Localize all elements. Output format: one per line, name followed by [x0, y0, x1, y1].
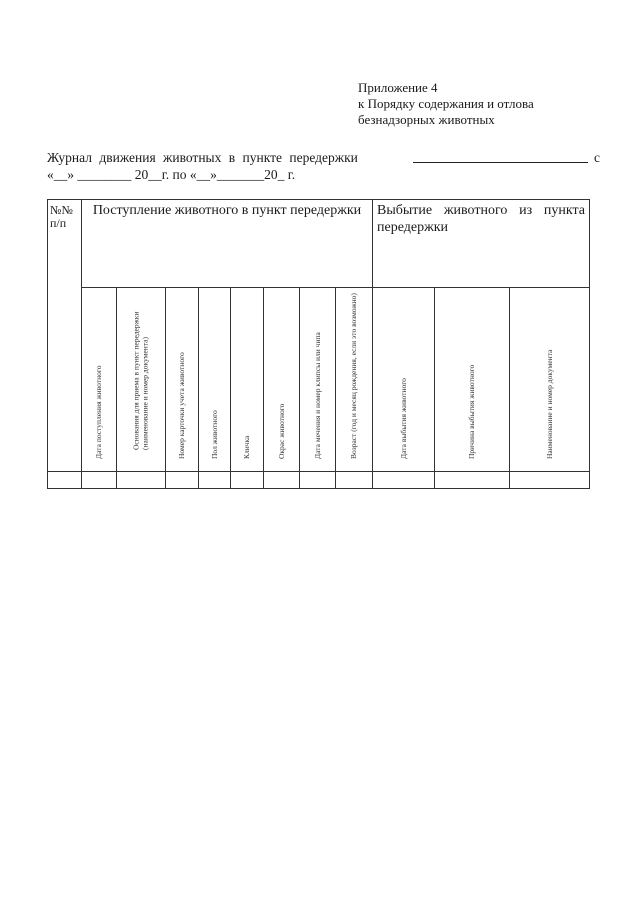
table-cell [264, 472, 300, 489]
number-header: №№ п/п [48, 200, 82, 472]
table-row [48, 472, 590, 489]
appendix-reference-cont: безнадзорных животных [358, 112, 495, 127]
appendix-header [358, 80, 534, 128]
departure-group-header: Выбытие животного из пункта передержки [373, 200, 590, 288]
appendix-reference: к Порядку содержания и отлова [358, 96, 534, 111]
fill-in-line [413, 162, 588, 163]
table-cell [117, 472, 166, 489]
column-header-document: Наименование и номер документа [544, 349, 554, 459]
table-cell [166, 472, 199, 489]
column-header-name: Кличка [241, 435, 251, 459]
journal-title: Журнал движения животных в пункте передержки [47, 150, 358, 165]
table-cell [199, 472, 231, 489]
journal-from-word: с [594, 150, 600, 165]
table-cell [510, 472, 590, 489]
table-cell [373, 472, 435, 489]
intake-group-header: Поступление животного в пункт передержки [82, 200, 373, 288]
table-cell [435, 472, 510, 489]
column-header-intake-basis: Основания для приема в пункт передержки (наименование и номер документа) [131, 311, 149, 450]
journal-period: «__» ________ 20__г. по «__»_______20_ г. [47, 167, 296, 182]
column-header-age: Возраст (год и месяц рождения, если это возможно) [348, 292, 358, 459]
column-header-intake-date: Дата поступления животного [93, 365, 103, 459]
table-cell [48, 472, 82, 489]
column-header-departure-date: Дата выбытия животного [398, 377, 408, 459]
column-header-departure-reason: Причина выбытия животного [466, 364, 476, 459]
table-cell [300, 472, 336, 489]
column-header-card-number: Номер карточки учета животного [176, 351, 186, 459]
column-header-marking: Дата мечения и номер клипсы или чипа [312, 331, 322, 459]
appendix-number: Приложение 4 [358, 80, 438, 95]
table-cell [336, 472, 373, 489]
table-cell [82, 472, 117, 489]
table-cell [231, 472, 264, 489]
journal-table [47, 199, 590, 489]
column-header-color: Окрас животного [276, 403, 286, 459]
column-header-sex: Пол животного [209, 409, 219, 459]
journal-title-block [47, 149, 607, 183]
